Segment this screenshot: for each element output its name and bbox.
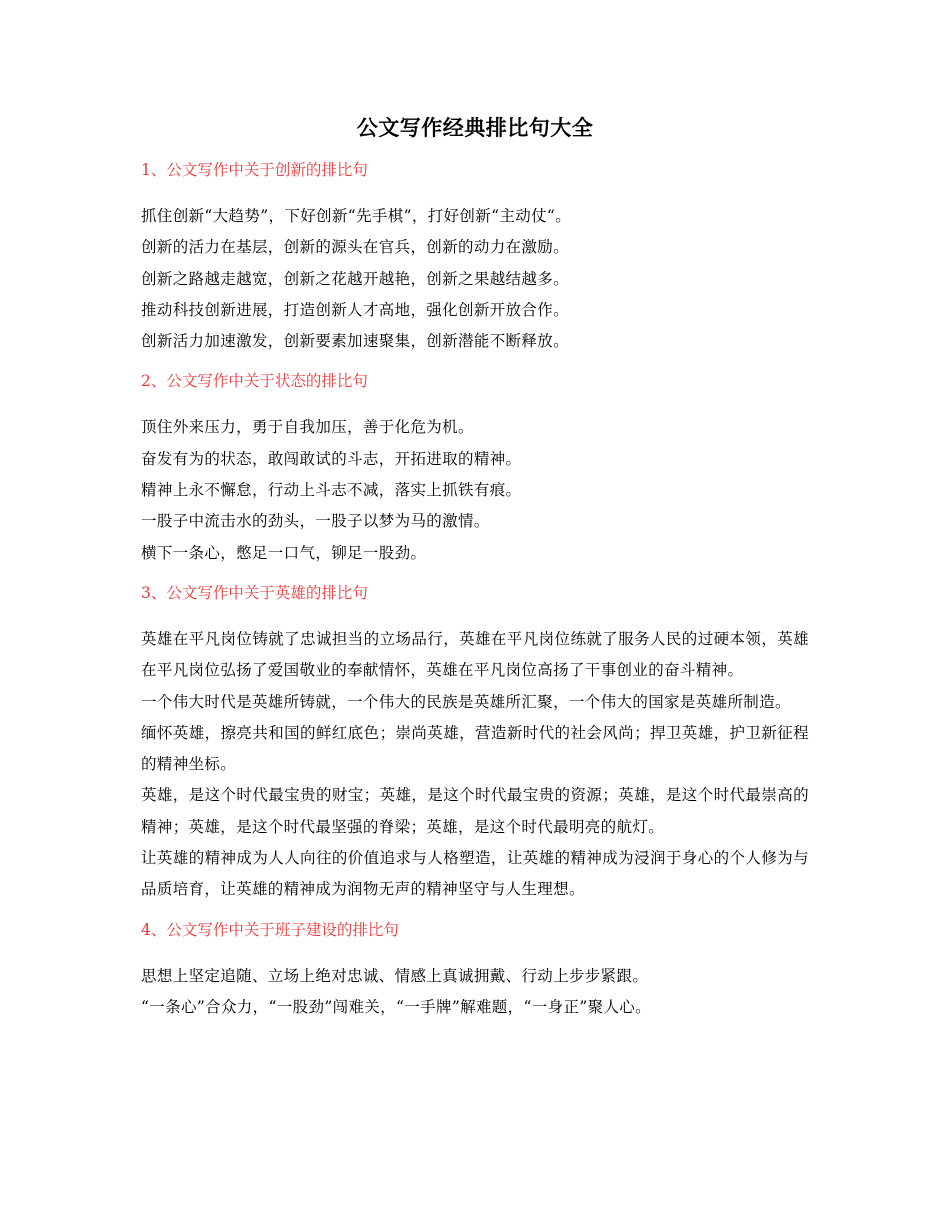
paragraph: 顶住外来压力，勇于自我加压，善于化危为机。 (141, 418, 474, 437)
section-state (141, 367, 809, 568)
section-team-building (141, 916, 809, 1024)
paragraph: “一条心”合众力，“一股劲”闯难关，“一手牌”解难题，“一身正”聚人心。 (141, 997, 651, 1016)
section-innovation (141, 156, 809, 357)
paragraph: 创新的活力在基层，创新的源头在官兵，创新的动力在激励。 (141, 238, 569, 257)
paragraph: 推动科技创新进展，打造创新人才高地，强化创新开放合作。 (141, 300, 569, 319)
section-heading: 3、公文写作中关于英雄的排比句 (141, 583, 368, 602)
document-content (141, 156, 809, 1033)
paragraph: 创新之路越走越宽，创新之花越开越艳，创新之果越结越多。 (141, 269, 569, 288)
paragraph: 一股子中流击水的劲头，一股子以梦为马的激情。 (141, 512, 490, 531)
paragraph: 创新活力加速激发，创新要素加速聚集，创新潜能不断释放。 (141, 332, 569, 351)
paragraph: 抓住创新“大趋势”，下好创新“先手棋”，打好创新“主动仗“。 (141, 207, 572, 225)
paragraph: 奋发有为的状态，敢闯敢试的斗志，开拓进取的精神。 (141, 449, 522, 468)
paragraph: 精神上永不懈怠，行动上斗志不减，落实上抓铁有痕。 (141, 481, 522, 500)
document-title: 公文写作经典排比句大全 (356, 115, 594, 140)
section-heading: 4、公文写作中关于班子建设的排比句 (141, 920, 399, 939)
section-heading: 2、公文写作中关于状态的排比句 (141, 372, 368, 391)
section-body (141, 201, 809, 357)
paragraph: 英雄在平凡岗位铸就了忠诚担当的立场品行，英雄在平凡岗位练就了服务人民的过硬本领，英雄在平凡岗位弘扬了爱国敬业的奉献情怀，英雄在平凡岗位高扬了干事创业的奋斗精神。 (141, 629, 809, 680)
section-body (141, 961, 809, 1024)
section-body (141, 412, 809, 568)
paragraph: 一个伟大时代是英雄所铸就，一个伟大的民族是英雄所汇聚，一个伟大的国家是英雄所制造。 (141, 692, 791, 711)
paragraph: 英雄，是这个时代最宝贵的财宝；英雄，是这个时代最宝贵的资源；英雄，是这个时代最崇高的精神；英雄，是这个时代最坚强的脊梁；英雄，是这个时代最明亮的航灯。 (141, 786, 809, 836)
paragraph: 缅怀英雄，擦亮共和国的鲜红底色；崇尚英雄，营造新时代的社会风尚；捍卫英雄，护卫新征程的精神坐标。 (141, 723, 809, 774)
section-body (141, 624, 809, 906)
paragraph: 思想上坚定追随、立场上绝对忠诚、情感上真诚拥戴、行动上步步紧跟。 (141, 966, 649, 985)
paragraph: 让英雄的精神成为人人向往的价值追求与人格塑造，让英雄的精神成为浸润于身心的个人修为与品质培育，让英雄的精神成为润物无声的精神坚守与人生理想。 (141, 849, 809, 899)
section-heading: 1、公文写作中关于创新的排比句 (141, 161, 368, 179)
section-heroes (141, 579, 809, 906)
paragraph: 横下一条心，憋足一口气，铆足一股劲。 (141, 543, 427, 562)
